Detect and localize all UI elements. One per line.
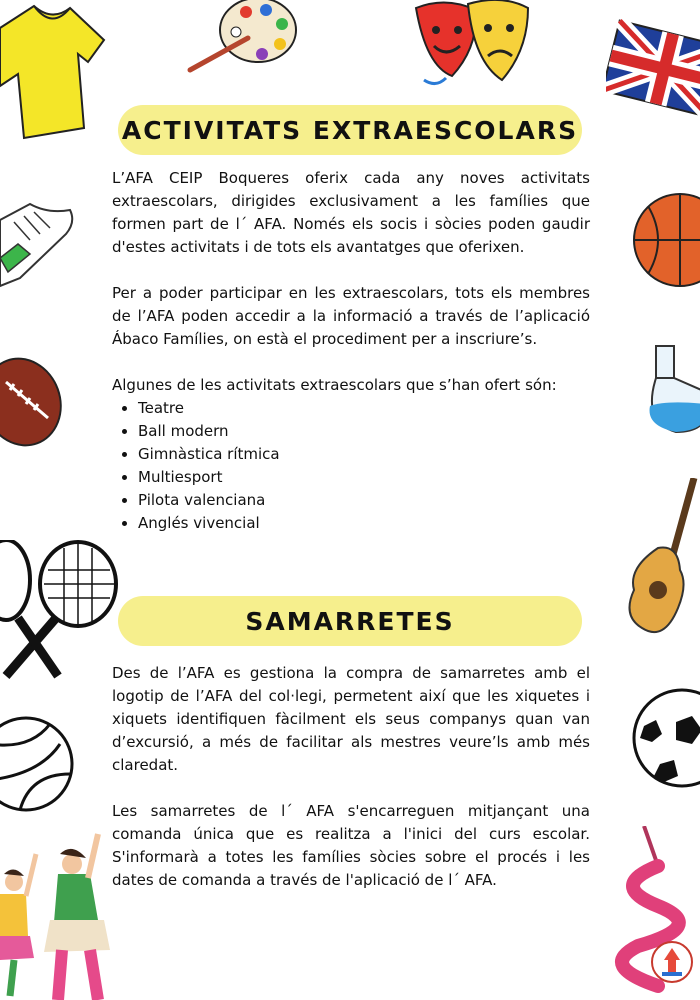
flask-icon (646, 342, 700, 438)
theatre-masks-icon (406, 0, 554, 90)
list-item: • Pilota valenciana (138, 489, 590, 512)
school-logo-icon (650, 940, 694, 984)
dancers-icon (0, 824, 112, 1000)
paragraph: Per a poder participar en les extraescolars, tots els membres de l’AFA poden accedir a la informació a través de l’aplicació Ábaco Famílies, on està el procediment per a inscriure’s. (112, 284, 590, 348)
section-title-pill (118, 105, 582, 155)
list-item: • Teatre (138, 397, 590, 420)
list-item: • Gimnàstica rítmica (138, 443, 590, 466)
paragraph: L’AFA CEIP Boqueres oferix cada any noves activitats extraescolars, dirigides exclusivament a les famílies que formen part de l´ AFA. Només els socis i sòcies poden gaudir d'estes activitats i de tots els avantatges que oferixen. (112, 169, 590, 256)
basketball-icon (628, 190, 700, 290)
section-body (112, 167, 590, 535)
section-title-pill (118, 596, 582, 646)
guitar-icon (628, 478, 700, 642)
activities-list (112, 397, 590, 535)
list-item: • Multiesport (138, 466, 590, 489)
list-item: • Anglés vivencial (138, 512, 590, 535)
section-title: SAMARRETES (245, 606, 455, 636)
american-football-icon (0, 354, 64, 450)
section-title: ACTIVITATS EXTRAESCOLARS (121, 115, 579, 145)
list-intro: Algunes de les activitats extraescolars que s’han ofert són: (112, 376, 557, 394)
soccer-ball-icon (630, 686, 700, 790)
paragraph: Des de l’AFA es gestiona la compra de samarretes amb el logotip de l’AFA del col·legi, permetent així que les xiquetes i xiquets identifiquen fàcilment els seus companys quan van d’excursió, a més de facilitar als mestres veure’ls amb més claredat. (112, 664, 590, 774)
volleyball-icon (0, 714, 74, 814)
uk-flag-icon (606, 10, 700, 120)
t-shirt-icon (0, 0, 110, 140)
tennis-rackets-icon (0, 540, 122, 680)
palette-icon (186, 0, 298, 75)
list-item: • Ball modern (138, 420, 590, 443)
sneaker-icon (0, 200, 76, 290)
section-body (112, 662, 590, 892)
paragraph: Les samarretes de l´ AFA s'encarreguen mitjançant una comanda única que es realitza a l'inici del curs escolar. S'informarà a totes les famílies sòcies sobre el procés i les dates de comanda a través de l'aplicació de l´ AFA. (112, 802, 590, 889)
